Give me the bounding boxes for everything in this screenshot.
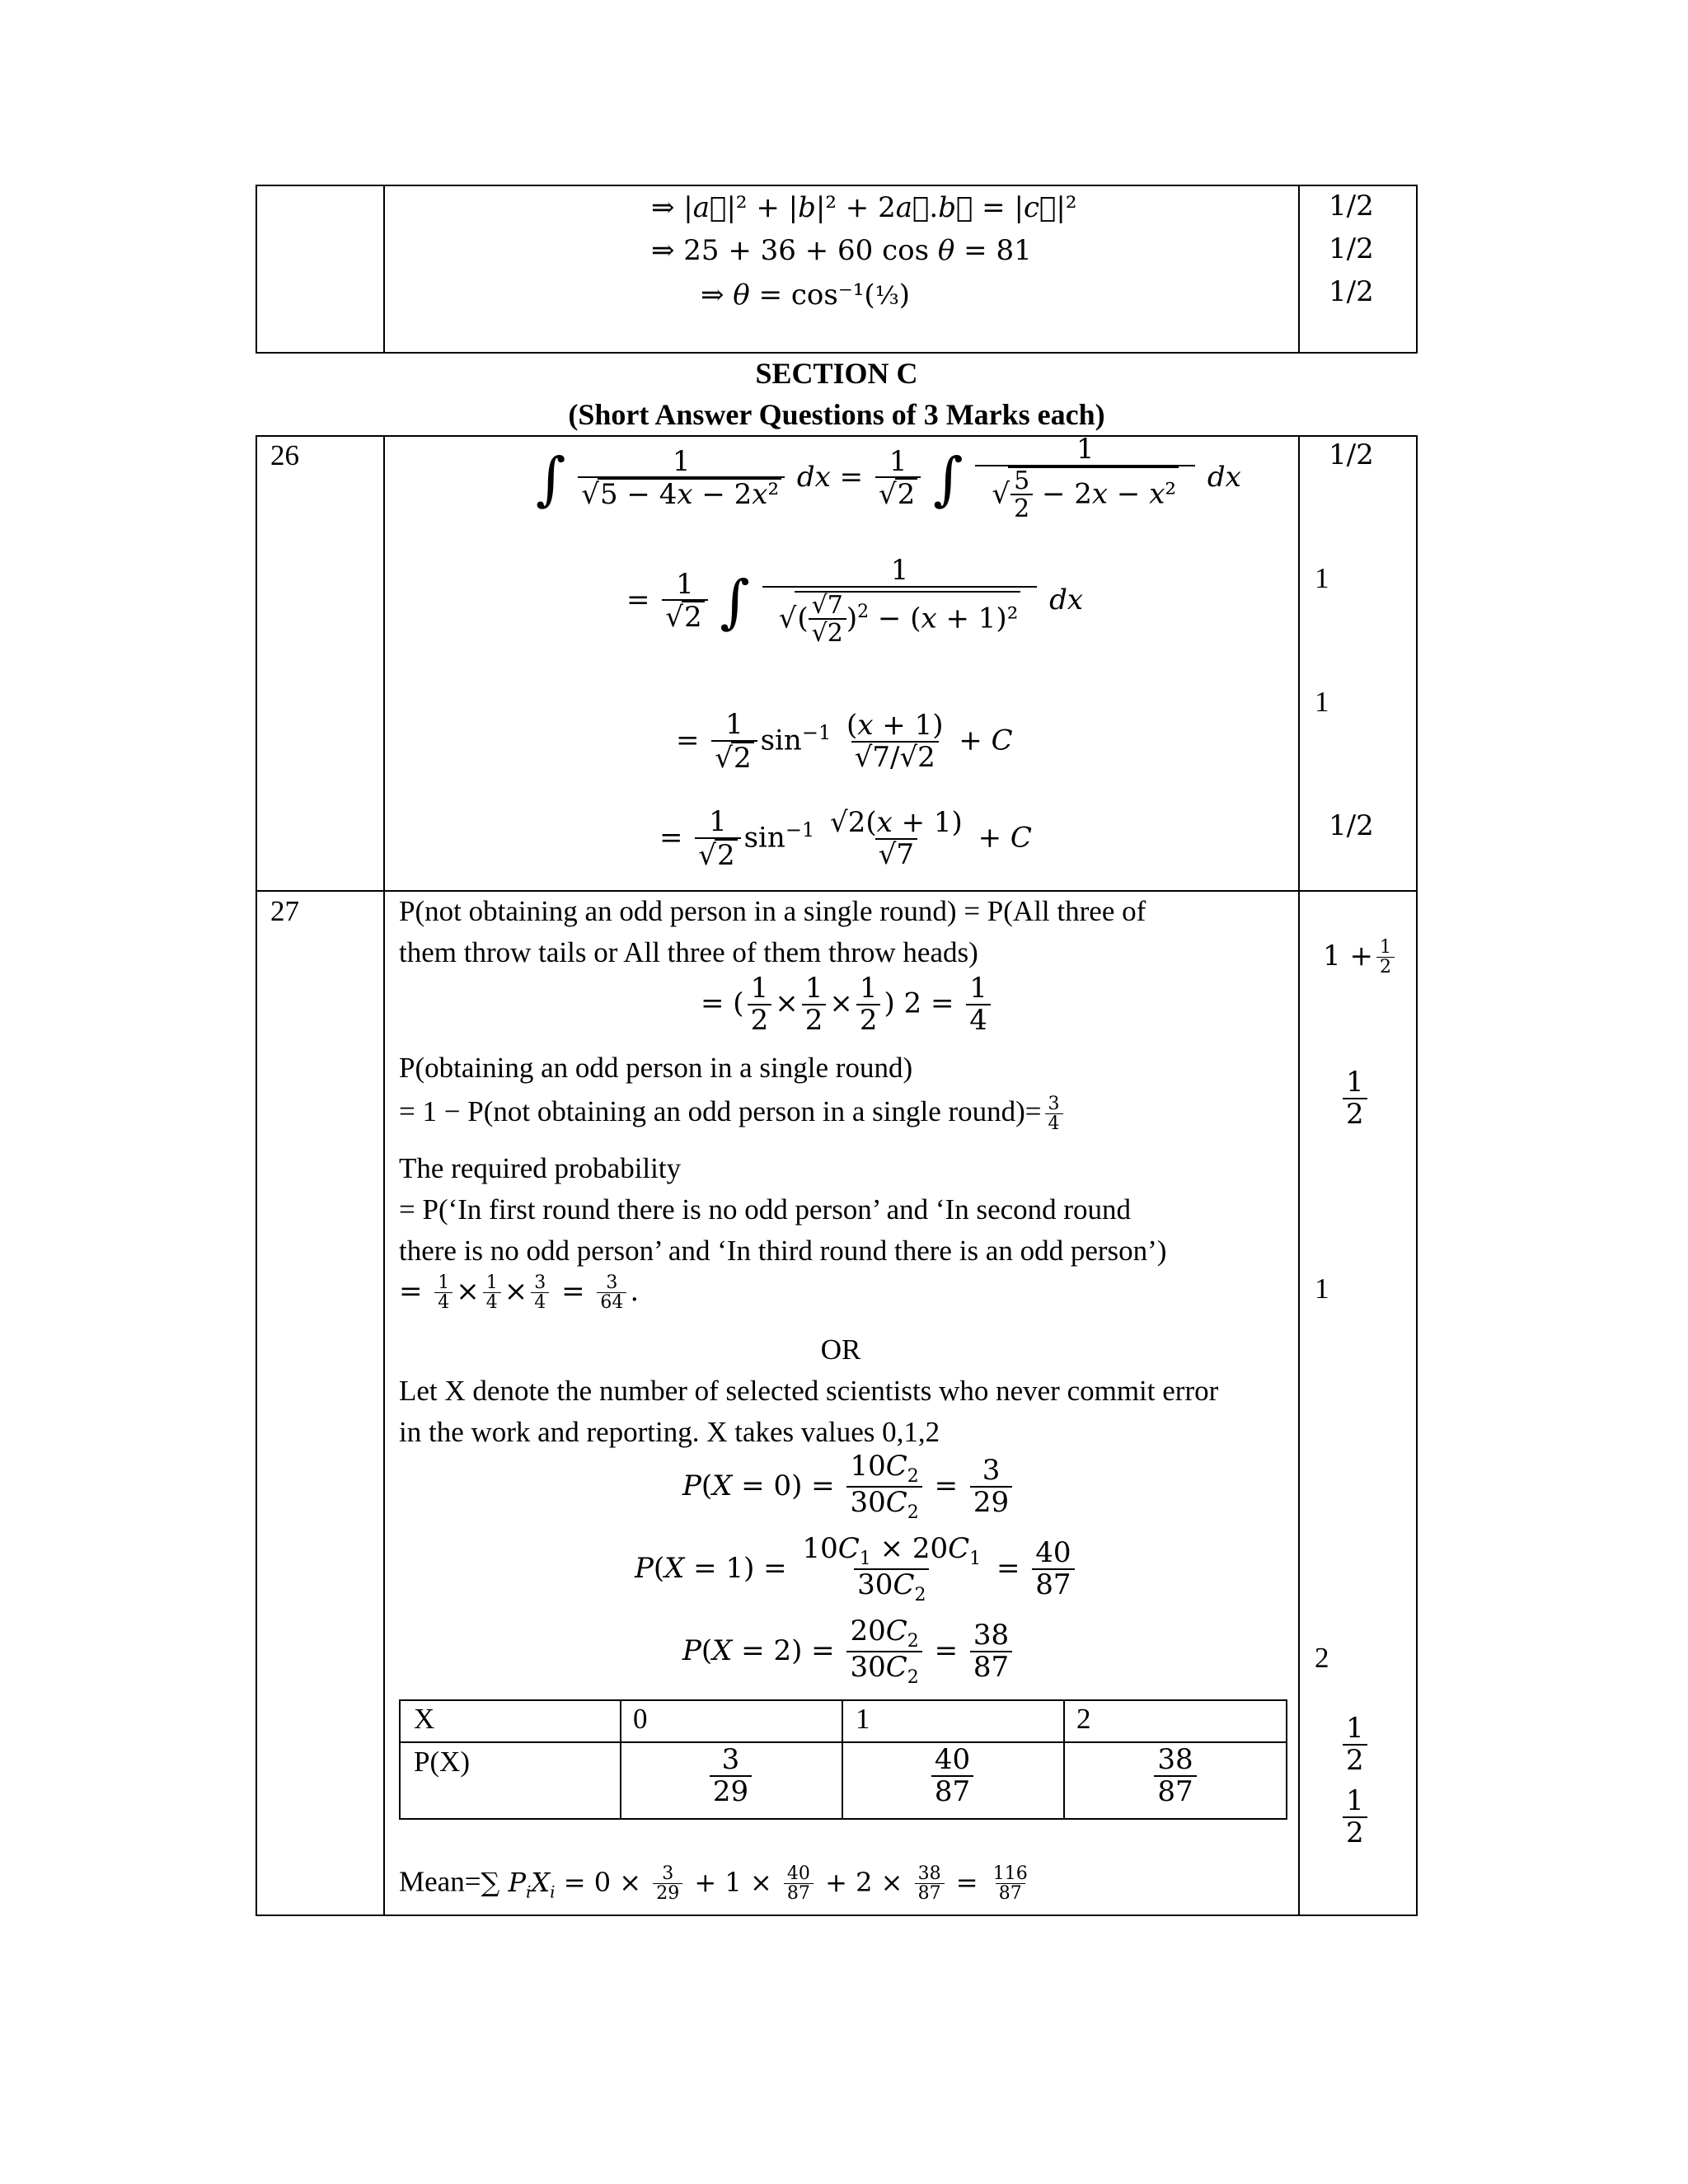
distribution-header-0: 0 bbox=[633, 1703, 648, 1735]
q26-mark-4: 1/2 bbox=[1329, 809, 1374, 842]
three-quarters-fraction: $\frac{3}{4}$ bbox=[1045, 1094, 1063, 1134]
q27-mark-1-prefix: 1 + bbox=[1323, 940, 1373, 973]
q27-mark-2: $\frac{1}{2}$ bbox=[1339, 1068, 1371, 1130]
q27-paragraph-6: = P(‘In first round there is no odd person’ and ‘In second round bbox=[399, 1193, 1132, 1226]
distribution-value-0-num: 3 bbox=[721, 1743, 740, 1776]
section-subtitle: (Short Answer Questions of 3 Marks each) bbox=[568, 398, 1105, 431]
q27-mark-4: 2 bbox=[1315, 1642, 1329, 1674]
q27-mean-label: Mean= bbox=[399, 1865, 481, 1898]
top-mark-2: 1/2 bbox=[1329, 232, 1374, 265]
q27-mark-5: $\frac{1}{2}$ bbox=[1339, 1714, 1371, 1776]
q27-mark-3: 1 bbox=[1315, 1272, 1329, 1305]
q27-number: 27 bbox=[270, 895, 299, 927]
distribution-value-2 bbox=[1063, 1743, 1287, 1808]
q27-paragraph-8: Let X denote the number of selected scientists who never commit error bbox=[399, 1375, 1219, 1407]
q27-paragraph-4 bbox=[399, 1094, 1067, 1134]
q26-mark-2: 1 bbox=[1315, 562, 1329, 594]
q27-required-probability: = $\frac{1}{4}$ × $\frac{1}{4}$ × $\frac{3}{4}$ = $\frac{3}{64}$ . bbox=[399, 1272, 640, 1314]
q27-px2: P(X = 2) = $\frac{20C_2}{30C_2}$ = $\frac{38}{87}$ bbox=[682, 1617, 1015, 1688]
distribution-value-0 bbox=[620, 1743, 842, 1808]
q27-paragraph-3: P(obtaining an odd person in a single round) bbox=[399, 1052, 913, 1084]
distribution-header-1: 1 bbox=[856, 1703, 870, 1735]
main-col-divider-1 bbox=[383, 435, 385, 1916]
distribution-header-x: X bbox=[414, 1703, 435, 1735]
distribution-value-1 bbox=[842, 1743, 1063, 1808]
top-mark-3: 1/2 bbox=[1329, 275, 1374, 308]
distribution-value-1-den: 87 bbox=[931, 1775, 973, 1807]
q27-paragraph-7: there is no odd person’ and ‘In third round there is an odd person’) bbox=[399, 1235, 1167, 1267]
q27-px0: P(X = 0) = $\frac{10C_2}{30C_2}$ = $\frac{3}{29}$ bbox=[682, 1452, 1015, 1523]
q27-paragraph-2: them throw tails or All three of them throw heads) bbox=[399, 936, 978, 968]
q27-mark-1: 1 + $\frac{1}{2}$ bbox=[1323, 938, 1398, 977]
row-divider-26-27 bbox=[256, 890, 1418, 892]
top-equation-3: ⇒ θ = cos⁻¹(¹⁄₃) bbox=[701, 279, 911, 312]
distribution-header-2: 2 bbox=[1076, 1703, 1091, 1735]
distribution-value-0-den: 29 bbox=[710, 1775, 752, 1807]
distribution-value-2-den: 87 bbox=[1154, 1775, 1196, 1807]
distribution-row-divider bbox=[399, 1741, 1287, 1743]
q26-result-line-2: = $\frac{1}{√2}$ $\sin^{-1}$ $\frac{√2(x + 1)}{√7}$ + C bbox=[659, 805, 1032, 872]
top-mark-1: 1/2 bbox=[1329, 190, 1374, 223]
distribution-value-1-num: 40 bbox=[934, 1743, 971, 1776]
q27-mean: Mean=∑ $P_iX_i = 0$ × $\frac{3}{29}$ + 1 × $\frac{40}{87}$ + 2 × $\frac{38}{87}$ = $\frac{116}{87}$ bbox=[399, 1863, 1028, 1905]
q27-paragraph-1: P(not obtaining an odd person in a single round) = P(All three of bbox=[399, 895, 1146, 927]
distribution-value-2-num: 38 bbox=[1157, 1743, 1193, 1776]
q27-px1: P(X = 1) = $\frac{10C_1 \times 20C_1}{30C_2}$ = $\frac{40}{87}$ bbox=[635, 1535, 1078, 1605]
q26-integral-line-1: ∫ $\frac{1}{\text{√5 − 4x − 2x²}}$ dx = $\frac{1}{√2}$ ∫ 1 √ $\frac{5}{2}$ − 2x − x² dx bbox=[536, 433, 1241, 524]
q27-probability-tails-heads: = ( $\frac{1}{2}$ × $\frac{1}{2}$ × $\frac{1}{2}$ ) 2 = $\frac{1}{4}$ bbox=[701, 974, 994, 1036]
q26-result-line-1: = $\frac{1}{√2}$ $\sin^{-1}$ $\frac{(x + 1)}{√7/√2}$ + C bbox=[676, 708, 1013, 775]
q27-or: OR bbox=[820, 1333, 861, 1366]
top-equation-2: ⇒ 25 + 36 + 60 cos θ = 81 bbox=[651, 234, 1032, 267]
q26-number: 26 bbox=[270, 439, 299, 471]
section-title: SECTION C bbox=[755, 357, 918, 390]
top-col-divider-2 bbox=[1298, 185, 1300, 354]
main-col-divider-2 bbox=[1298, 435, 1300, 1916]
q27-mark-6: $\frac{1}{2}$ bbox=[1339, 1787, 1371, 1849]
q26-mark-3: 1 bbox=[1315, 686, 1329, 718]
q27-paragraph-9: in the work and reporting. X takes values 0,1,2 bbox=[399, 1416, 940, 1448]
q27-paragraph-4-text: = 1 − P(not obtaining an odd person in a single round)= bbox=[399, 1095, 1042, 1128]
q26-mark-1: 1/2 bbox=[1329, 438, 1374, 471]
top-equation-1: ⇒ |a⃗|² + |b|² + 2a⃗.b⃗ = |c⃗|² bbox=[651, 191, 1077, 224]
top-col-divider-1 bbox=[383, 185, 385, 354]
distribution-row-label: P(X) bbox=[414, 1746, 471, 1778]
q26-integral-line-2: = $\frac{1}{√2}$ ∫ 1 √( $\frac{√7}{√2}$ )$^2$ − (x + 1)² dx bbox=[626, 554, 1084, 649]
q27-paragraph-5: The required probability bbox=[399, 1152, 682, 1184]
